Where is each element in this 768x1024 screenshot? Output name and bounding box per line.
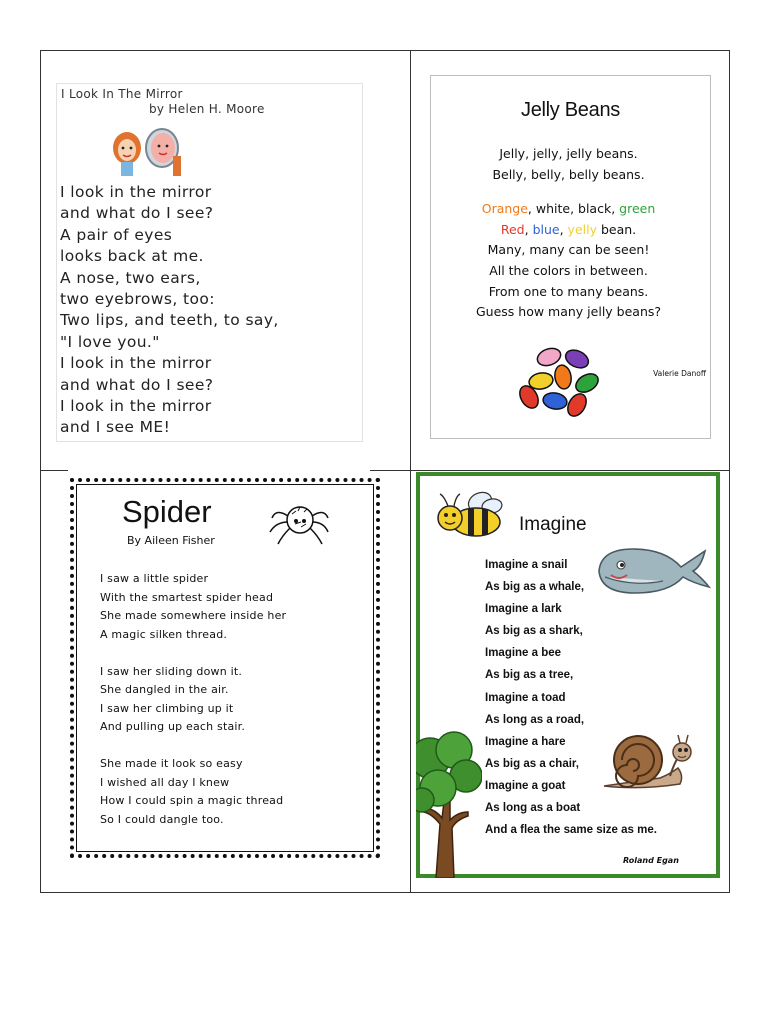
imagine-poem-card [416, 472, 720, 878]
poem-line: I saw her climbing up it [100, 701, 234, 715]
poem-title: Imagine [519, 514, 587, 535]
bee-illustration [432, 488, 508, 542]
mirror-poem-card [56, 83, 363, 442]
color-word-orange: Orange [481, 201, 528, 217]
poem-author: Roland Egan [623, 856, 679, 865]
poem-line: So I could dangle too. [100, 812, 224, 826]
poem-line: I look in the mirror [60, 397, 212, 416]
poem-line: From one to many beans. [488, 283, 649, 299]
poem-lines [100, 570, 286, 829]
color-word-red: Red [500, 221, 525, 237]
poem-line: Many, many can be seen! [487, 242, 650, 258]
color-word-yellow: yelly [567, 221, 597, 237]
poem-line: A nose, two ears, [60, 268, 201, 287]
poem-title: Spider [122, 494, 212, 529]
poem-line: two eyebrows, too: [60, 290, 215, 309]
poem-line: And pulling up each stair. [100, 720, 246, 733]
spider-illustration [266, 500, 332, 548]
poem-line: As big as a chair, [485, 757, 579, 770]
jelly-beans-poem-card [430, 75, 711, 439]
poem-title: I Look In The Mirror [61, 87, 183, 101]
poem-line: Imagine a goat [485, 779, 566, 792]
poem-line: I saw her sliding down it. [100, 664, 243, 678]
poem-line: and I see ME! [60, 418, 171, 437]
poem-line-colors-2 [431, 220, 706, 241]
poem-author: by Helen H. Moore [149, 102, 265, 116]
poem-text: , [559, 221, 568, 237]
snail-illustration [600, 728, 700, 794]
poem-line: A magic silken thread. [100, 627, 228, 641]
poem-text: , [524, 221, 533, 237]
poem-line: How I could spin a magic thread [100, 794, 284, 807]
poem-line: As big as a tree, [485, 669, 574, 682]
poem-line: She dangled in the air. [100, 683, 229, 696]
poem-line: Imagine a bee [485, 647, 562, 660]
poem-line-colors-1 [431, 199, 706, 220]
poem-line: As big as a whale, [485, 581, 585, 594]
poem-title: Jelly Beans [521, 99, 620, 121]
poem-line: and what do I see? [60, 204, 214, 223]
poem-line: As long as a road, [485, 713, 585, 726]
poem-line: Guess how many jelly beans? [475, 304, 662, 320]
color-word-blue: blue [532, 221, 560, 237]
spider-poem-card [70, 478, 380, 858]
poem-line: As big as a shark, [485, 625, 583, 638]
poem-line: I saw a little spider [100, 572, 209, 585]
poem-text: bean. [596, 221, 637, 237]
poem-line: She made it look so easy [100, 757, 243, 770]
tree-illustration [416, 728, 482, 878]
poem-author: Valerie Danoff [653, 369, 706, 378]
poem-line: Belly, belly, belly beans. [492, 166, 645, 182]
poem-line: Imagine a snail [485, 559, 568, 571]
poem-lines [431, 144, 706, 323]
poem-line: And a flea the same size as me. [485, 824, 657, 837]
poem-text: , white, black, [527, 201, 620, 217]
color-word-green: green [619, 201, 656, 217]
poem-line: A pair of eyes [60, 225, 173, 244]
grid-divider-vertical [410, 50, 411, 893]
girl-mirror-illustration [107, 126, 187, 178]
poem-line: All the colors in between. [489, 262, 648, 278]
poem-line: I wished all day I knew [100, 775, 230, 789]
jelly-beans-illustration [515, 341, 615, 421]
poem-lines [485, 554, 657, 841]
poem-line: Imagine a toad [485, 691, 566, 704]
poem-line: Jelly, jelly, jelly beans. [499, 146, 638, 161]
poem-line: "I love you." [60, 332, 160, 351]
grid-divider-horizontal [40, 470, 730, 471]
poem-line: She made somewhere inside her [100, 609, 287, 622]
poem-line: and what do I see? [60, 375, 214, 394]
poem-lines [60, 182, 279, 439]
poem-line: Imagine a hare [485, 735, 566, 748]
poem-line: With the smartest spider head [100, 590, 274, 604]
poem-line: I look in the mirror [60, 183, 212, 201]
poem-line: looks back at me. [60, 247, 204, 266]
poem-author: By Aileen Fisher [127, 534, 215, 547]
poem-line: As long as a boat [485, 802, 581, 815]
poem-line: Imagine a lark [485, 603, 562, 616]
poem-line: Two lips, and teeth, to say, [60, 311, 279, 330]
poem-line: I look in the mirror [60, 354, 212, 373]
